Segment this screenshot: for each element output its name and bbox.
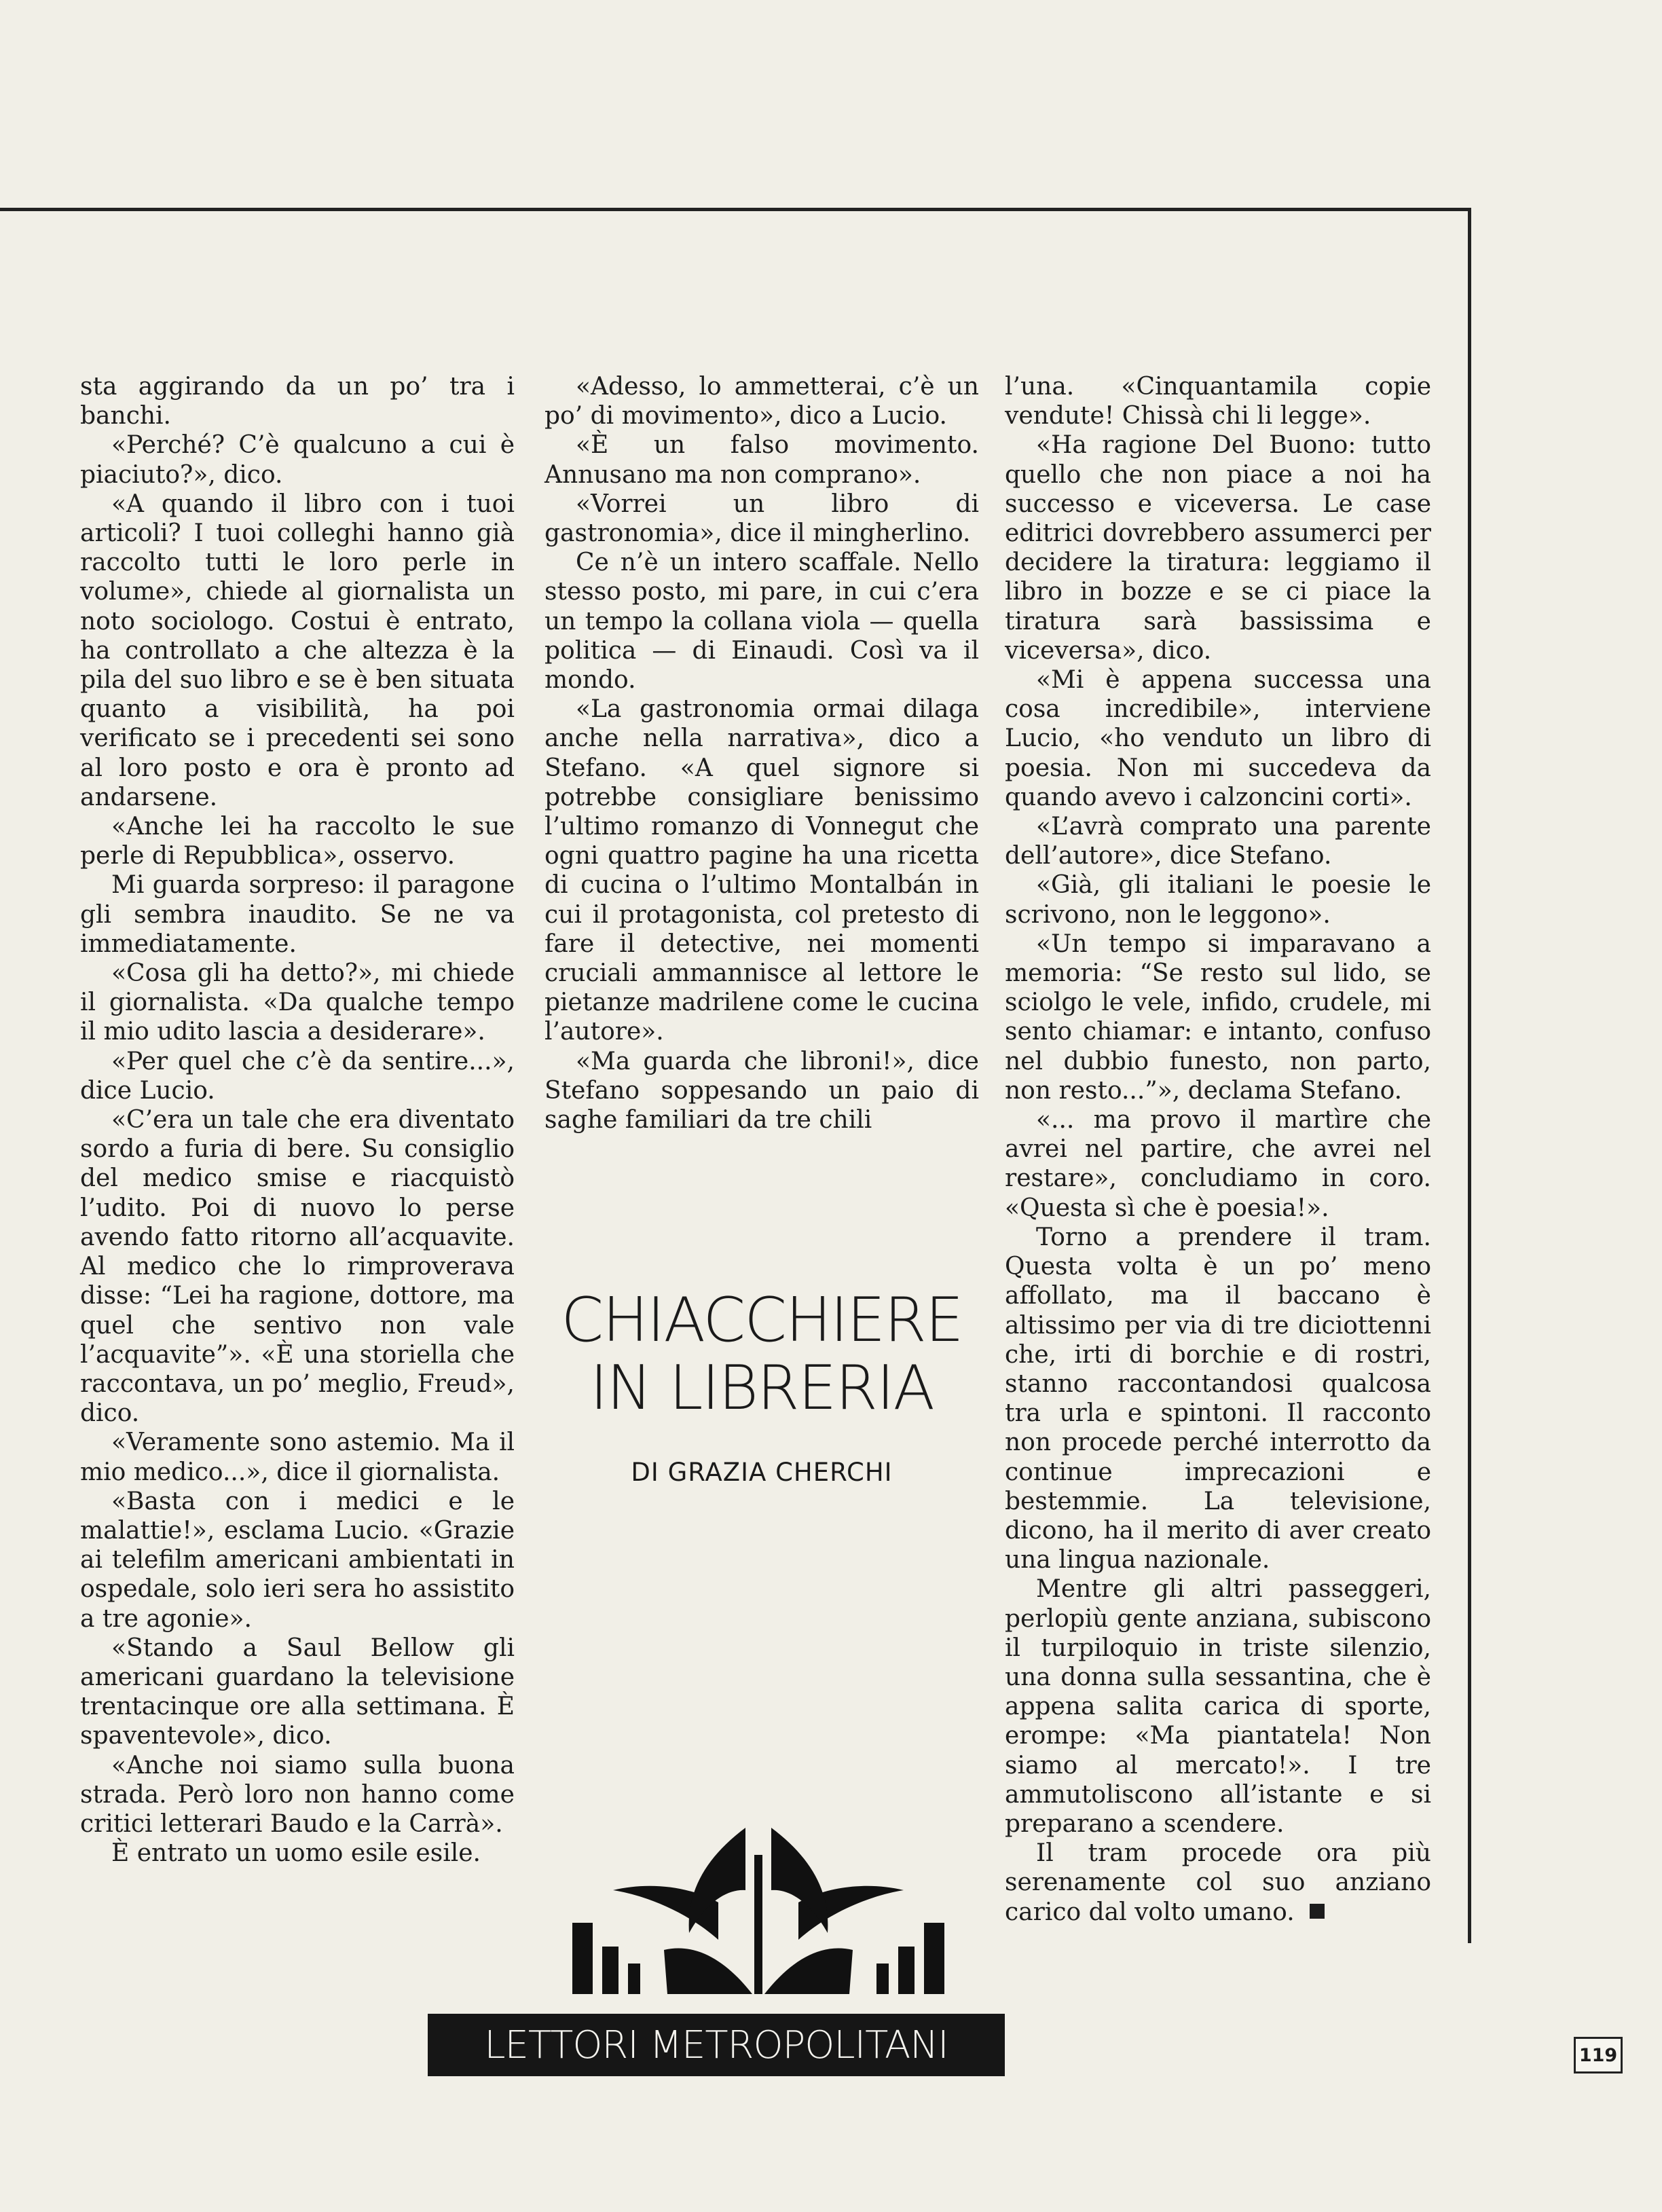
frame-top-rule <box>0 208 1471 211</box>
article-title-block <box>544 1287 979 1487</box>
article-column-3 <box>1005 372 1431 1927</box>
paragraph: «Anche noi siamo sulla buona strada. Però loro non hanno come critici letterari Baudo e la Carrà». <box>80 1751 515 1838</box>
paragraph: «La gastronomia ormai dilaga anche nella narrativa», dico a Stefano. «A quel signore si potrebbe consigliare benissimo l’ultimo romanzo di Vonnegut che ogni quattro pagine ha una ricetta di cucina o l’ultimo Montalbán in cui il protagonista, col pretesto di fare il detective, nei momenti cruciali ammannisce al lettore le pietanze madrilene come le cucina l’autore». <box>544 695 979 1046</box>
paragraph: «Anche lei ha raccolto le sue perle di Repubblica», osservo. <box>80 813 515 870</box>
paragraph: «C’era un tale che era diventato sordo a furia di bere. Su consiglio del medico smise e riacquistò l’udito. Poi di nuovo lo perse avendo fatto ritorno all’acquavite. Al medico che lo rimproverava disse: “Lei ha ragione, dottore, ma quel che sentivo non vale l’acquavite”». «È una storiella che raccontava, un po’ meglio, Freud», dico. <box>80 1106 515 1428</box>
paragraph: «Perché? C’è qualcuno a cui è piaciuto?», dico. <box>80 431 515 489</box>
paragraph: «Veramente sono astemio. Ma il mio medico...», dice il giornalista. <box>80 1428 515 1486</box>
paragraph: Torno a prendere il tram. Questa volta è un po’ meno affollato, ma il baccano è altissimo per via di tre diciottenni che, irti di borchie e di rostri, stanno raccontandosi qualcosa tra urla e spintoni. Il racconto non procede perché interrotto da continue imprecazioni e bestemmie. La televisione, dicono, ha il merito di aver creato una lingua nazionale. <box>1005 1223 1431 1574</box>
paragraph: Mi guarda sorpreso: il paragone gli sembra inaudito. Se ne va immediatamente. <box>80 871 515 958</box>
paragraph: «L’avrà comprato una parente dell’autore», dice Stefano. <box>1005 813 1431 870</box>
paragraph: «Vorrei un libro di gastronomia», dice il mingherlino. <box>544 490 979 548</box>
paragraph: È entrato un uomo esile esile. <box>111 1839 481 1868</box>
end-of-article-mark <box>1310 1904 1325 1919</box>
paragraph: «... ma provo il martìre che avrei nel partire, che avrei nel restare», concludiamo in coro. «Questa sì che è poesia!». <box>1005 1106 1431 1222</box>
page-number: 119 <box>1574 2037 1623 2073</box>
paragraph: «Stando a Saul Bellow gli americani guardano la televisione trentacinque ore alla settimana. È spaventevole», dico. <box>80 1634 515 1750</box>
paragraph: sta aggirando da un po’ tra i banchi. <box>80 373 515 430</box>
section-banner: LETTORI METROPOLITANI <box>428 2014 1005 2076</box>
frame-right-rule <box>1468 208 1471 1943</box>
article-title-line-2: IN LIBRERIA <box>589 1352 934 1424</box>
paragraph: «Cosa gli ha detto?», mi chiede il giornalista. «Da qualche tempo il mio udito lascia a desiderare». <box>80 959 515 1046</box>
paragraph <box>1005 1839 1431 1927</box>
article-column-2 <box>544 372 979 1135</box>
open-book-logo-icon <box>572 1828 944 1994</box>
paragraph: «Basta con i medici e le malattie!», esclama Lucio. «Grazie ai telefilm americani ambientati in ospedale, solo ieri sera ho assistito a tre agonie». <box>80 1487 515 1633</box>
paragraph: «Mi è appena successa una cosa incredibile», interviene Lucio, «ho venduto un libro di poesia. Non mi succedeva da quando avevo i calzoncini corti». <box>1005 666 1431 811</box>
paragraph: Ce n’è un intero scaffale. Nello stesso posto, mi pare, in cui c’era un tempo la collana viola — quella politica — di Einaudi. Così va il mondo. <box>544 549 979 695</box>
article-column-1 <box>80 372 515 1868</box>
paragraph: «Per quel che c’è da sentire...», dice Lucio. <box>80 1047 515 1105</box>
paragraph-text: Il tram procede ora più serenamente col suo anziano carico dal volto umano. <box>1005 1839 1431 1926</box>
paragraph: «Già, gli italiani le poesie le scrivono, non le leggono». <box>1005 871 1431 929</box>
paragraph: «È un falso movimento. Annusano ma non comprano». <box>544 431 979 489</box>
paragraph: «Ha ragione Del Buono: tutto quello che non piace a noi ha successo e viceversa. Le case editrici dovrebbero assumerci per decidere la tiratura: leggiamo il libro in bozze e se ci piace la tiratura sarà bassissima e viceversa», dico. <box>1005 431 1431 665</box>
paragraph: «Un tempo si imparavano a memoria: “Se resto sul lido, se sciolgo le vele, infido, crudele, mi sento chiamar: e intanto, confuso nel dubbio funesto, non parto, non resto...”», declama Stefano. <box>1005 929 1431 1105</box>
paragraph: «A quando il libro con i tuoi articoli? I tuoi colleghi hanno già raccolto tutti le loro perle in volume», chiede al giornalista un noto sociologo. Costui è entrato, ha controllato a che altezza è la pila del suo libro e se è ben situata quanto a visibilità, ha poi verificato se i precedenti sei sono al loro posto e ora è pronto ad andarsene. <box>80 490 515 811</box>
byline: DI GRAZIA CHERCHI <box>631 1458 893 1487</box>
paragraph: l’una. «Cinquantamila copie vendute! Chissà chi li legge». <box>1005 373 1431 430</box>
paragraph: «Ma guarda che libroni!», dice Stefano soppesando un paio di saghe familiari da tre chili <box>544 1047 979 1135</box>
article-title-line-1: CHIACCHIERE <box>561 1285 963 1356</box>
paragraph: Mentre gli altri passeggeri, perlopiù gente anziana, subiscono il turpiloquio in triste silenzio, una donna sulla sessantina, che è appena salita carica di sporte, erompe: «Ma piantatela! Non siamo al mercato!». I tre ammutoliscono all’istante e si preparano a scendere. <box>1005 1575 1431 1838</box>
paragraph: «Adesso, lo ammetterai, c’è un po’ di movimento», dico a Lucio. <box>544 373 979 430</box>
